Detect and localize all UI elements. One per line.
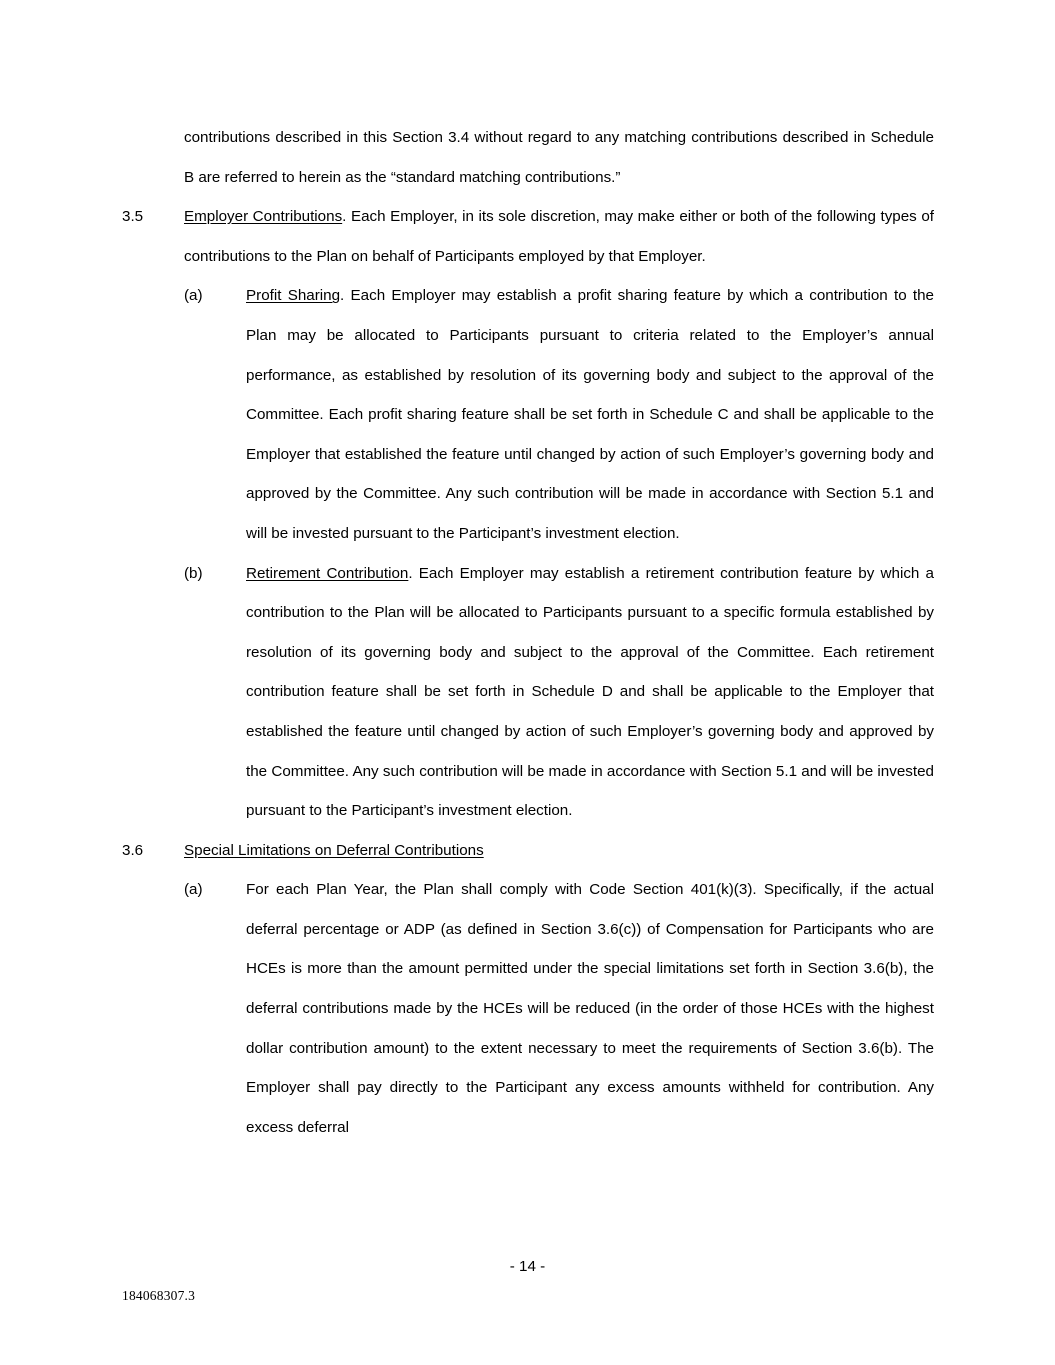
section-3-6-heading: Special Limitations on Deferral Contributions <box>184 841 484 859</box>
section-3-5-subsection-a-heading: Profit Sharing <box>246 287 341 305</box>
section-3-5-subsection-b-heading-suffix: . <box>408 564 413 582</box>
section-3-5-subsection-a-letter: (a) <box>184 287 203 305</box>
continuation-paragraph-text: contributions described in this Section 3.4 without regard to any matching contributions described in Schedule B are referred to herein as the “standard matching contributions.” <box>184 129 934 186</box>
section-3-5-number: 3.5 <box>122 208 144 226</box>
continuation-paragraph <box>184 118 934 197</box>
page-body <box>122 118 934 1147</box>
section-3-6-subsection-a-body <box>246 870 934 1147</box>
section-3-6 <box>122 831 934 871</box>
section-3-6-number: 3.6 <box>122 841 144 859</box>
section-3-5-body <box>184 197 934 276</box>
section-3-5-text: Each Employer, in its sole discretion, may make either or both of the following types of contributions to the Plan on behalf of Participants employed by that Employer. <box>184 208 934 265</box>
section-3-6-subsection-a-letter: (a) <box>184 881 203 899</box>
section-3-5-subsection-b-letter: (b) <box>184 564 203 582</box>
section-3-6-subsection-a <box>184 870 934 1147</box>
section-3-5-heading-suffix: . <box>342 208 347 226</box>
section-3-5-subsection-a-heading-suffix: . <box>340 287 345 305</box>
document-footer-code: 184068307.3 <box>122 1288 196 1303</box>
section-3-5-subsection-b-heading: Retirement Contribution <box>246 564 409 582</box>
section-3-5-subsection-a-text: Each Employer may establish a profit sharing feature by which a contribution to the Plan may be allocated to Participants pursuant to criteria related to the Employer’s annual performance, as established by resolution of its governing body and subject to the approval of the Committee. Each profit sharing feature shall be set forth in Schedule C and shall be applicable to the Employer that established the feature until changed by action of such Employer’s governing body and approved by the Committee. Any such contribution will be made in accordance with Section 5.1 and will be invested pursuant to the Participant’s investment election. <box>246 287 935 542</box>
section-3-5-subsection-b <box>184 554 934 831</box>
section-3-5-heading: Employer Contributions <box>184 208 343 226</box>
section-3-5-subsection-a-body <box>246 276 934 553</box>
section-3-5 <box>122 197 934 276</box>
section-3-6-body <box>184 831 934 871</box>
page-number: - 14 - <box>509 1258 546 1275</box>
section-3-5-subsection-b-body <box>246 554 934 831</box>
section-3-5-subsection-b-text: Each Employer may establish a retirement contribution feature by which a contribution to the Plan will be allocated to Participants pursuant to a specific formula established by resolution of its governing body and subject to the approval of the Committee. Each retirement contribution feature shall be set forth in Schedule D and shall be applicable to the Employer that established the feature until changed by action of such Employer’s governing body and approved by the Committee. Any such contribution will be made in accordance with Section 5.1 and will be invested pursuant to the Participant’s investment election. <box>246 564 934 820</box>
section-3-6-subsection-a-text: For each Plan Year, the Plan shall comply with Code Section 401(k)(3). Specifically, if the actual deferral percentage or ADP (as defined in Section 3.6(c)) of Compensation for Participants who are HCEs is more than the amount permitted under the special limitations set forth in Section 3.6(b), the deferral contributions made by the HCEs will be reduced (in the order of those HCEs with the highest dollar contribution amount) to the extent necessary to meet the requirements of Section 3.6(b). The Employer shall pay directly to the Participant any excess amounts withheld for contribution. Any excess deferral <box>246 881 934 1136</box>
section-3-5-subsection-a <box>184 276 934 553</box>
